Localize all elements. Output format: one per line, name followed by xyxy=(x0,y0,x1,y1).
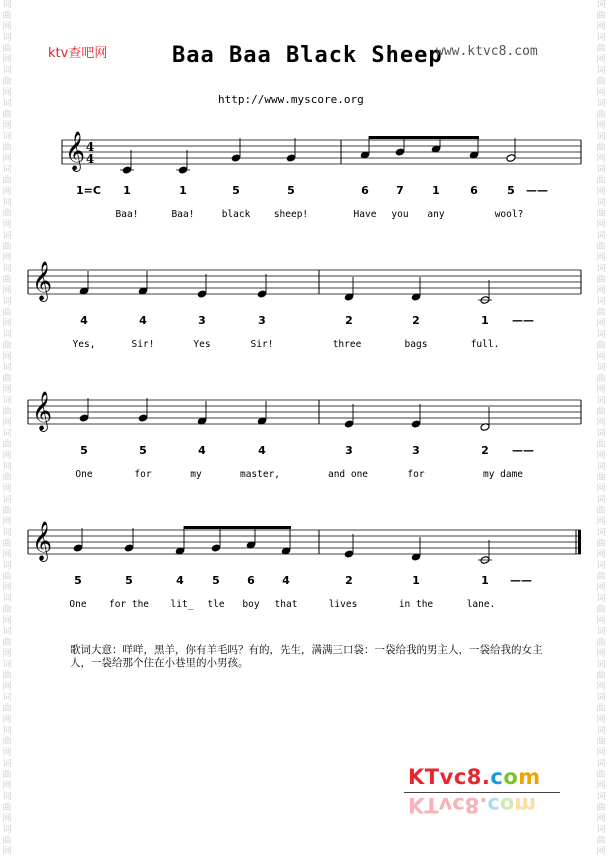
watermark-char: 网 xyxy=(596,220,606,230)
lyric-word: in the xyxy=(398,599,434,610)
watermark-char: 词 xyxy=(2,132,12,142)
jianpu-number: 4 xyxy=(80,314,88,327)
watermark-char: 词 xyxy=(2,297,12,307)
watermark-char: 网 xyxy=(2,55,12,65)
watermark-char: 词 xyxy=(596,429,606,439)
jianpu-number: 1 xyxy=(412,574,420,587)
logo-letter: K xyxy=(408,765,425,789)
watermark-char: 网 xyxy=(596,682,606,692)
note-head xyxy=(286,154,296,163)
watermark-char: 词 xyxy=(2,165,12,175)
watermark-char: 词 xyxy=(596,528,606,538)
watermark-char: 曲 xyxy=(2,671,12,681)
watermark-char: 曲 xyxy=(2,770,12,780)
watermark-char: 网 xyxy=(596,187,606,197)
watermark-char: 曲 xyxy=(596,704,606,714)
logo-letter: c xyxy=(487,793,500,817)
jianpu-number: 5 xyxy=(507,184,515,197)
watermark-char: 网 xyxy=(2,484,12,494)
watermark-char: 网 xyxy=(2,22,12,32)
jianpu-number: 3 xyxy=(258,314,266,327)
watermark-char: 网 xyxy=(596,583,606,593)
note-head xyxy=(231,154,241,163)
lyrics-translation: 歌词大意：咩咩，黑羊，你有羊毛吗？有的，先生，满满三口袋：一袋给我的男主人，一袋给我的女主人，一袋给那个住在小巷里的小男孩。 xyxy=(70,644,543,669)
lyric-word: sheep! xyxy=(273,209,309,220)
watermark-char: 网 xyxy=(2,814,12,824)
note-head xyxy=(395,148,405,157)
watermark-char: 网 xyxy=(596,121,606,131)
note-head xyxy=(469,151,479,160)
lyric-word: Have xyxy=(353,209,377,220)
jianpu-number: 4 xyxy=(258,444,266,457)
watermark-char: 曲 xyxy=(2,176,12,186)
watermark-char: 词 xyxy=(596,297,606,307)
watermark-char: 曲 xyxy=(2,440,12,450)
watermark-char: 词 xyxy=(2,759,12,769)
lyric-word: master, xyxy=(239,469,281,480)
note-head xyxy=(246,541,256,550)
jianpu-number: 5 xyxy=(287,184,295,197)
watermark-char: 曲 xyxy=(596,110,606,120)
lyric-word: my xyxy=(190,469,202,480)
logo-letter: m xyxy=(514,793,537,817)
watermark-char: 曲 xyxy=(596,803,606,813)
note-head xyxy=(344,293,354,302)
watermark-char: 网 xyxy=(2,550,12,560)
jianpu-number: 4 xyxy=(139,314,147,327)
watermark-column-right xyxy=(594,0,608,855)
note-beam xyxy=(369,136,479,139)
watermark-char: 网 xyxy=(2,781,12,791)
time-signature-bottom: 4 xyxy=(85,152,95,166)
note-head xyxy=(138,414,148,423)
watermark-char: 网 xyxy=(2,616,12,626)
jianpu-number: 5 xyxy=(212,574,220,587)
watermark-char: 词 xyxy=(2,429,12,439)
jianpu-number: 3 xyxy=(345,444,353,457)
watermark-char: 词 xyxy=(2,33,12,43)
note-head xyxy=(411,553,421,562)
watermark-char: 词 xyxy=(596,561,606,571)
logo-letter: K xyxy=(408,793,425,817)
note-head xyxy=(344,420,354,429)
watermark-char: 曲 xyxy=(596,407,606,417)
treble-clef-icon: 𝄞 xyxy=(32,391,53,431)
watermark-char: 网 xyxy=(596,616,606,626)
logo-letter: 8 xyxy=(466,765,482,789)
lyric-word: my dame xyxy=(482,469,524,480)
watermark-char: 词 xyxy=(596,495,606,505)
watermark-char: 曲 xyxy=(596,506,606,516)
watermark-char: 词 xyxy=(2,363,12,373)
key-signature-label: 1=C xyxy=(76,184,101,197)
watermark-char: 词 xyxy=(2,627,12,637)
treble-clef-icon: 𝄞 xyxy=(32,261,53,301)
watermark-char: 网 xyxy=(596,451,606,461)
jianpu-number: 2 xyxy=(481,444,489,457)
logo-letter: c xyxy=(490,765,504,789)
site-url-header: www.ktvc8.com xyxy=(436,44,538,59)
logo-letter: c xyxy=(453,765,467,789)
jianpu-number: 5 xyxy=(125,574,133,587)
watermark-char: 曲 xyxy=(2,836,12,846)
watermark-char: 曲 xyxy=(2,44,12,54)
hold-dash: —— xyxy=(526,184,548,197)
watermark-char: 曲 xyxy=(2,704,12,714)
watermark-char: 词 xyxy=(596,759,606,769)
watermark-char: 词 xyxy=(2,825,12,835)
lyric-word: three xyxy=(332,339,362,350)
lyric-word: black xyxy=(221,209,251,220)
note-head xyxy=(138,287,148,296)
watermark-char: 曲 xyxy=(596,143,606,153)
lyric-word: you xyxy=(391,209,409,220)
lyric-word: boy xyxy=(242,599,260,610)
hold-dash: —— xyxy=(512,314,534,327)
watermark-char: 曲 xyxy=(2,737,12,747)
logo-letter: T xyxy=(424,793,439,817)
jianpu-number: 3 xyxy=(198,314,206,327)
lyric-word: lit_ xyxy=(170,599,194,610)
brand-text: ktv查吧网 xyxy=(48,46,108,61)
watermark-char: 网 xyxy=(596,814,606,824)
ktvc8-logo xyxy=(408,765,558,825)
watermark-char: 词 xyxy=(2,198,12,208)
watermark-char: 网 xyxy=(596,253,606,263)
watermark-char: 网 xyxy=(2,220,12,230)
note-head xyxy=(73,544,83,553)
lyric-word: wool? xyxy=(494,209,524,220)
jianpu-number: 1 xyxy=(481,574,489,587)
watermark-char: 网 xyxy=(2,319,12,329)
jianpu-number: 6 xyxy=(470,184,478,197)
watermark-char: 曲 xyxy=(2,506,12,516)
jianpu-number: 5 xyxy=(232,184,240,197)
watermark-char: 网 xyxy=(596,88,606,98)
watermark-char: 词 xyxy=(596,594,606,604)
watermark-char: 网 xyxy=(596,484,606,494)
watermark-char: 曲 xyxy=(596,605,606,615)
lyric-word: full. xyxy=(470,339,500,350)
watermark-char: 曲 xyxy=(2,77,12,87)
logo-reflection xyxy=(408,793,536,817)
lyric-word: Baa! xyxy=(115,209,139,220)
jianpu-number: 1 xyxy=(432,184,440,197)
watermark-char: 词 xyxy=(596,627,606,637)
watermark-char: 网 xyxy=(596,781,606,791)
lyric-word: bags xyxy=(404,339,428,350)
note-head xyxy=(431,145,441,154)
logo-letter: v xyxy=(438,793,453,817)
lyric-word: Baa! xyxy=(171,209,195,220)
watermark-char: 曲 xyxy=(596,77,606,87)
watermark-char: 曲 xyxy=(2,605,12,615)
watermark-char: 网 xyxy=(596,154,606,164)
watermark-char: 曲 xyxy=(596,539,606,549)
watermark-char: 词 xyxy=(2,792,12,802)
note-head xyxy=(257,417,267,426)
watermark-char: 曲 xyxy=(2,275,12,285)
watermark-char: 网 xyxy=(2,352,12,362)
watermark-char: 网 xyxy=(596,319,606,329)
note-head xyxy=(360,151,370,160)
note-head xyxy=(197,417,207,426)
watermark-char: 网 xyxy=(2,847,12,857)
lyric-word: tle xyxy=(207,599,225,610)
logo-letter: . xyxy=(479,793,488,817)
half-note xyxy=(480,556,490,565)
watermark-char: 词 xyxy=(596,264,606,274)
logo-letter: c xyxy=(452,793,465,817)
watermark-char: 曲 xyxy=(596,638,606,648)
jianpu-number: 4 xyxy=(282,574,290,587)
watermark-char: 网 xyxy=(2,154,12,164)
watermark-char: 网 xyxy=(2,121,12,131)
watermark-char: 曲 xyxy=(2,407,12,417)
watermark-char: 网 xyxy=(596,550,606,560)
jianpu-number: 1 xyxy=(179,184,187,197)
watermark-char: 词 xyxy=(596,792,606,802)
watermark-char: 曲 xyxy=(2,242,12,252)
lyric-word: Yes xyxy=(193,339,211,350)
jianpu-number: 1 xyxy=(481,314,489,327)
watermark-char: 词 xyxy=(596,66,606,76)
watermark-char: 曲 xyxy=(596,44,606,54)
watermark-char: 曲 xyxy=(2,341,12,351)
watermark-char: 词 xyxy=(2,264,12,274)
jianpu-number: 5 xyxy=(74,574,82,587)
watermark-char: 网 xyxy=(596,286,606,296)
jianpu-number: 2 xyxy=(412,314,420,327)
lyric-word: Sir! xyxy=(131,339,155,350)
watermark-char: 曲 xyxy=(596,671,606,681)
half-note xyxy=(506,154,516,163)
note-head xyxy=(122,166,132,175)
watermark-char: 网 xyxy=(596,418,606,428)
watermark-char: 词 xyxy=(2,462,12,472)
watermark-char: 网 xyxy=(2,286,12,296)
watermark-char: 网 xyxy=(2,517,12,527)
note-beam xyxy=(184,526,291,529)
watermark-char: 词 xyxy=(2,693,12,703)
watermark-char: 词 xyxy=(2,396,12,406)
watermark-char: 曲 xyxy=(596,473,606,483)
time-signature-top: 4 xyxy=(85,140,95,154)
watermark-char: 曲 xyxy=(596,737,606,747)
watermark-char: 词 xyxy=(596,198,606,208)
watermark-char: 词 xyxy=(2,726,12,736)
half-note xyxy=(480,423,490,432)
watermark-char: 曲 xyxy=(596,572,606,582)
watermark-char: 词 xyxy=(596,165,606,175)
logo-letter: o xyxy=(499,793,515,817)
lyric-word: for xyxy=(407,469,425,480)
watermark-char: 网 xyxy=(596,715,606,725)
lyric-word: and one xyxy=(327,469,369,480)
logo-letter: o xyxy=(503,765,519,789)
watermark-char: 曲 xyxy=(596,11,606,21)
watermark-char: 曲 xyxy=(596,374,606,384)
watermark-char: 网 xyxy=(2,187,12,197)
watermark-char: 词 xyxy=(2,561,12,571)
final-barline-thick xyxy=(578,530,581,554)
watermark-char: 网 xyxy=(2,418,12,428)
lyric-word: One xyxy=(75,469,93,480)
note-head xyxy=(344,550,354,559)
logo-letter: m xyxy=(518,765,541,789)
note-head xyxy=(257,290,267,299)
jianpu-number: 4 xyxy=(198,444,206,457)
watermark-char: 曲 xyxy=(2,209,12,219)
watermark-char: 网 xyxy=(596,649,606,659)
watermark-char: 曲 xyxy=(2,143,12,153)
jianpu-number: 5 xyxy=(80,444,88,457)
lyric-word: any xyxy=(427,209,445,220)
lyric-word: lane. xyxy=(466,599,496,610)
watermark-char: 词 xyxy=(596,693,606,703)
logo-letter: . xyxy=(481,765,491,789)
watermark-char: 词 xyxy=(596,0,606,10)
watermark-char: 词 xyxy=(596,462,606,472)
watermark-char: 曲 xyxy=(596,341,606,351)
watermark-char: 网 xyxy=(2,583,12,593)
watermark-char: 网 xyxy=(2,451,12,461)
watermark-char: 曲 xyxy=(596,209,606,219)
logo-letter: 8 xyxy=(464,793,480,817)
watermark-char: 网 xyxy=(2,682,12,692)
watermark-char: 词 xyxy=(2,231,12,241)
hold-dash: —— xyxy=(512,444,534,457)
watermark-char: 曲 xyxy=(596,275,606,285)
logo-letter: v xyxy=(439,765,454,789)
watermark-char: 网 xyxy=(2,715,12,725)
watermark-char: 网 xyxy=(596,55,606,65)
watermark-char: 曲 xyxy=(2,473,12,483)
jianpu-number: 6 xyxy=(361,184,369,197)
lyric-word: that xyxy=(274,599,298,610)
lyric-word: lives xyxy=(328,599,358,610)
watermark-char: 曲 xyxy=(2,572,12,582)
logo-text xyxy=(408,765,541,789)
watermark-char: 网 xyxy=(2,649,12,659)
watermark-char: 曲 xyxy=(2,803,12,813)
jianpu-number: 4 xyxy=(176,574,184,587)
watermark-char: 曲 xyxy=(596,770,606,780)
watermark-char: 曲 xyxy=(596,836,606,846)
watermark-char: 曲 xyxy=(596,176,606,186)
watermark-char: 词 xyxy=(596,132,606,142)
note-head xyxy=(178,166,188,175)
note-head xyxy=(211,544,221,553)
watermark-char: 曲 xyxy=(2,11,12,21)
lyric-word: Sir! xyxy=(250,339,274,350)
watermark-char: 词 xyxy=(596,99,606,109)
watermark-char: 网 xyxy=(2,253,12,263)
note-head xyxy=(411,420,421,429)
watermark-char: 曲 xyxy=(596,308,606,318)
jianpu-number: 6 xyxy=(247,574,255,587)
hold-dash: —— xyxy=(510,574,532,587)
watermark-char: 词 xyxy=(596,396,606,406)
lyric-word: for the xyxy=(108,599,150,610)
note-head xyxy=(124,544,134,553)
watermark-column-left xyxy=(0,0,14,855)
watermark-char: 网 xyxy=(596,385,606,395)
watermark-char: 网 xyxy=(596,847,606,857)
watermark-char: 网 xyxy=(596,517,606,527)
watermark-char: 词 xyxy=(596,363,606,373)
treble-clef-icon: 𝄞 xyxy=(65,131,86,171)
watermark-char: 词 xyxy=(2,495,12,505)
watermark-char: 网 xyxy=(2,748,12,758)
watermark-char: 词 xyxy=(596,726,606,736)
watermark-char: 曲 xyxy=(2,110,12,120)
watermark-char: 词 xyxy=(2,660,12,670)
watermark-char: 词 xyxy=(596,330,606,340)
watermark-char: 词 xyxy=(596,660,606,670)
song-title: Baa Baa Black Sheep xyxy=(172,43,443,68)
watermark-char: 网 xyxy=(2,385,12,395)
watermark-char: 网 xyxy=(596,22,606,32)
note-head xyxy=(281,547,291,556)
watermark-char: 词 xyxy=(2,594,12,604)
lyric-word: for xyxy=(134,469,152,480)
jianpu-number: 2 xyxy=(345,574,353,587)
treble-clef-icon: 𝄞 xyxy=(32,521,53,561)
watermark-char: 词 xyxy=(596,33,606,43)
note-head xyxy=(175,547,185,556)
score-source-url: http://www.myscore.org xyxy=(218,93,364,106)
watermark-char: 曲 xyxy=(596,242,606,252)
watermark-char: 词 xyxy=(2,99,12,109)
jianpu-number: 7 xyxy=(396,184,404,197)
jianpu-number: 3 xyxy=(412,444,420,457)
note-head xyxy=(79,414,89,423)
watermark-char: 曲 xyxy=(596,440,606,450)
half-note xyxy=(480,296,490,305)
watermark-char: 词 xyxy=(596,825,606,835)
watermark-char: 词 xyxy=(2,330,12,340)
watermark-char: 曲 xyxy=(2,539,12,549)
note-head xyxy=(411,293,421,302)
jianpu-number: 2 xyxy=(345,314,353,327)
watermark-char: 曲 xyxy=(2,638,12,648)
watermark-char: 词 xyxy=(596,231,606,241)
jianpu-number: 1 xyxy=(123,184,131,197)
watermark-char: 词 xyxy=(2,0,12,10)
watermark-char: 曲 xyxy=(2,308,12,318)
jianpu-number: 5 xyxy=(139,444,147,457)
watermark-char: 网 xyxy=(596,352,606,362)
note-head xyxy=(197,290,207,299)
lyric-word: One xyxy=(69,599,87,610)
watermark-char: 词 xyxy=(2,66,12,76)
note-head xyxy=(79,287,89,296)
watermark-char: 网 xyxy=(596,748,606,758)
watermark-char: 曲 xyxy=(2,374,12,384)
watermark-char: 网 xyxy=(2,88,12,98)
watermark-char: 词 xyxy=(2,528,12,538)
logo-letter: T xyxy=(424,765,440,789)
lyric-word: Yes, xyxy=(72,339,96,350)
